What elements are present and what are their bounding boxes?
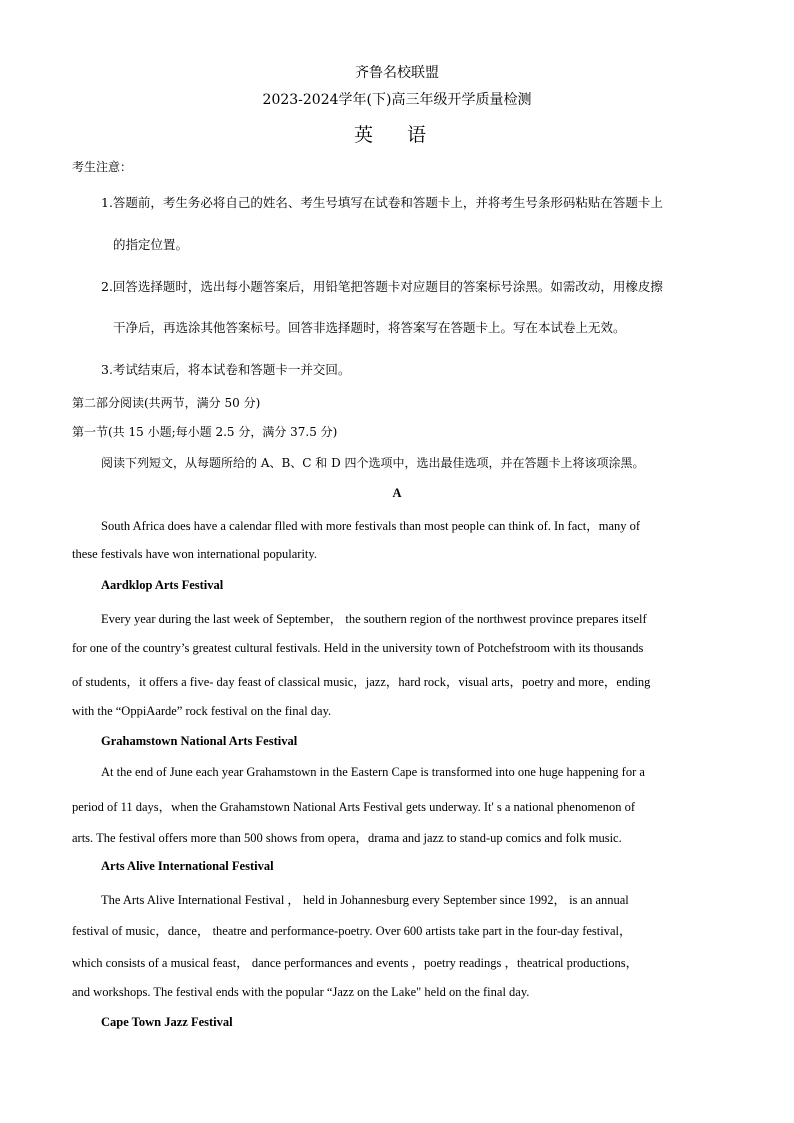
notice-item-1-line-2: 的指定位置。 xyxy=(113,237,189,252)
passage-intro-line-2: these festivals have won international popularity. xyxy=(72,547,317,561)
notice-item-2-line-1: 2.回答选择题时，选出每小题答案后，用铅笔把答题卡对应题目的答案标号涂黑。如需改动，用橡皮擦 xyxy=(101,279,663,294)
passage-intro-line-1: South Africa does have a calendar flled with more festivals than most people can think of. In fact，many of xyxy=(101,519,641,533)
festival-text-line: Every year during the last week of September， the southern region of the northwest province prepares itself xyxy=(101,612,647,626)
festival-text-line: At the end of June each year Grahamstown in the Eastern Cape is transformed into one huge happening for a xyxy=(101,765,645,779)
passage-label: A xyxy=(392,486,402,500)
subject-title: 英 语 xyxy=(353,124,441,146)
festival-text-line: arts. The festival offers more than 500 shows from opera，drama and jazz to stand-up comics and folk music. xyxy=(72,831,622,845)
festival-text-line: festival of music，dance， theatre and performance-poetry. Over 600 artists take part in the four-day festival， xyxy=(72,924,632,938)
section-instruction: 阅读下列短文，从每题所给的 A、B、C 和 D 四个选项中，选出最佳选项，并在答题卡上将该项涂黑。 xyxy=(101,456,645,470)
festival-heading-grahamstown: Grahamstown National Arts Festival xyxy=(101,734,298,748)
festival-text-line: with the “OppiAarde” rock festival on the final day. xyxy=(72,704,332,718)
festival-text-line: for one of the country’s greatest cultural festivals. Held in the university town of Potchefstroom with its thousands xyxy=(72,641,644,655)
festival-heading-aardklop: Aardklop Arts Festival xyxy=(101,578,224,592)
notice-item-3: 3.考试结束后，将本试卷和答题卡一并交回。 xyxy=(101,362,351,377)
exam-org-title: 齐鲁名校联盟 xyxy=(355,65,439,81)
subsection-heading: 第一节(共 15 小题;每小题 2.5 分，满分 37.5 分) xyxy=(72,425,338,439)
notice-item-2-line-2: 干净后，再选涂其他答案标号。回答非选择题时，将答案写在答题卡上。写在本试卷上无效。 xyxy=(113,320,626,335)
festival-heading-cape-town-jazz: Cape Town Jazz Festival xyxy=(101,1015,233,1029)
notice-heading: 考生注意： xyxy=(72,160,133,174)
festival-text-line: and workshops. The festival ends with the popular “Jazz on the Lake" held on the final day. xyxy=(72,985,530,999)
festival-text-line: The Arts Alive International Festival ， held in Johannesburg every September since 1992， is an annual xyxy=(101,893,629,907)
festival-heading-arts-alive: Arts Alive International Festival xyxy=(101,859,274,873)
festival-text-line: period of 11 days，when the Grahamstown National Arts Festival gets underway. It' s a national phenomenon of xyxy=(72,800,636,814)
exam-session-title: 2023-2024学年(下)高三年级开学质量检测 xyxy=(262,92,532,108)
festival-text-line: of students，it offers a five- day feast of classical music，jazz，hard rock，visual arts，poetry and more，ending xyxy=(72,675,651,689)
part-heading: 第二部分阅读(共两节，满分 50 分) xyxy=(72,396,261,410)
notice-item-1-line-1: 1.答题前，考生务必将自己的姓名、考生号填写在试卷和答题卡上，并将考生号条形码粘贴在答题卡上 xyxy=(101,195,663,210)
festival-text-line: which consists of a musical feast， dance performances and events ，poetry readings ，theatrical productions， xyxy=(72,956,639,970)
